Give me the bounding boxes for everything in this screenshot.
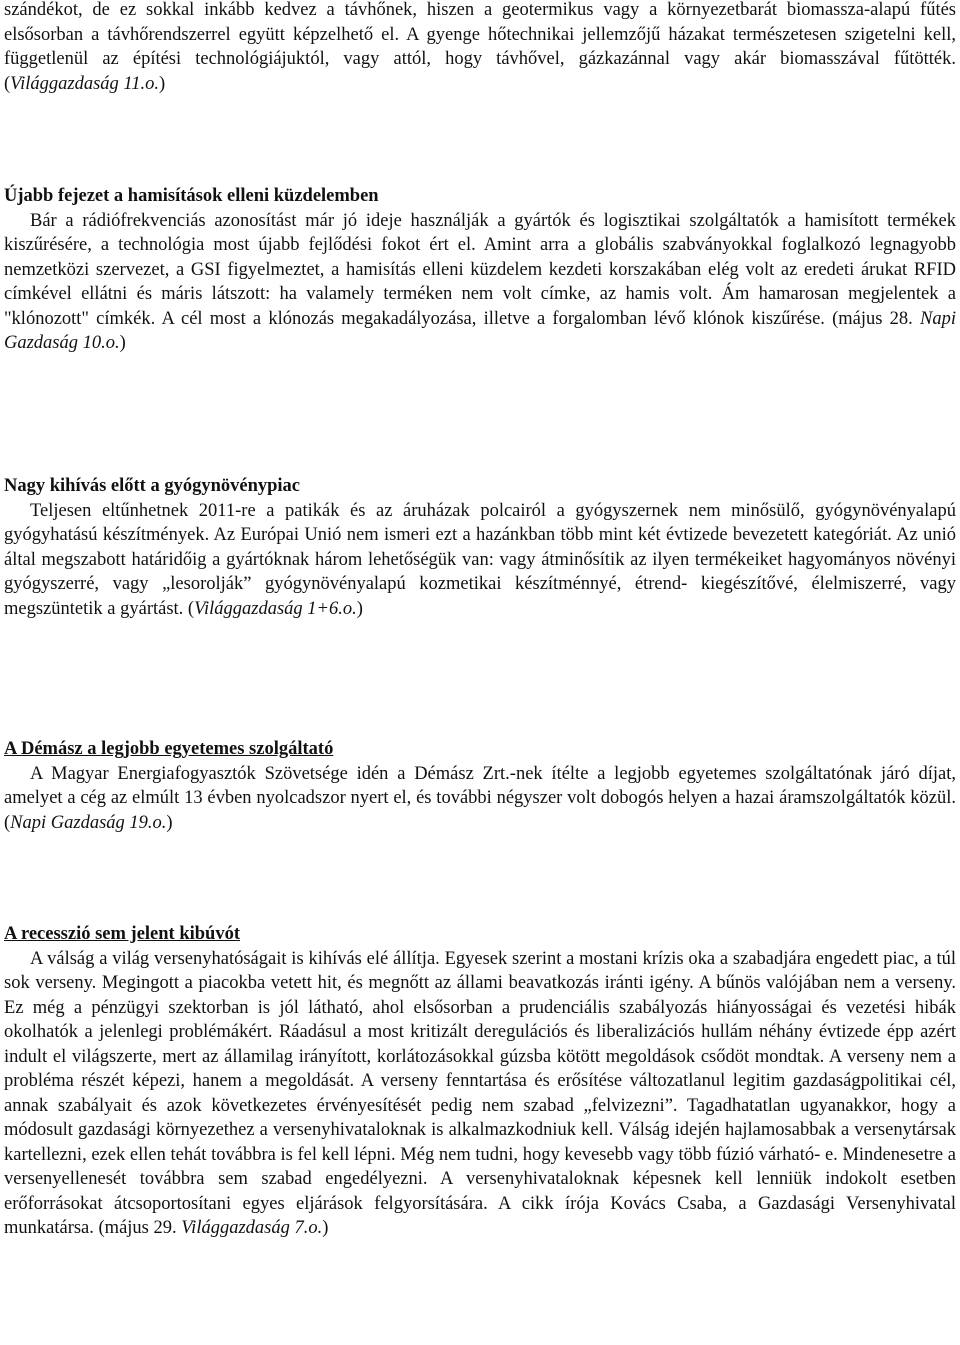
- article-title: A Démász a legjobb egyetemes szolgáltató: [4, 739, 334, 759]
- article-body-text: A Magyar Energiafogyasztók Szövetsége idén a Démász Zrt.-nek ítélte a legjobb egyetemes szolgáltatónak járó díjat, amelyet a cég az elmúlt 13 évben nyolcadszor nyert el, és további négyszer volt dobogós helyen a hazai áramszolgáltatók közül. (: [4, 763, 956, 833]
- article-title: Nagy kihívás előtt a gyógynövénypiac: [4, 476, 301, 496]
- article-body: [4, 947, 956, 1241]
- article-source: Világgazdaság 7.o.: [181, 1218, 323, 1238]
- article-title: Újabb fejezet a hamisítások elleni küzdelemben: [4, 186, 379, 206]
- article-recession: [4, 922, 956, 1241]
- intro-paragraph-block: [4, 0, 956, 96]
- article-source: Napi Gazdaság 19.o.: [10, 812, 167, 833]
- article-body: [4, 499, 956, 622]
- article-source: Világgazdaság 1+6.o.: [194, 598, 357, 619]
- article-body-text: A válság a világ versenyhatóságait is kihívás elé állítja. Egyesek szerint a mostani krízis oka a szabadjára engedett piac, a túl sok verseny. Megingott a piacokba vetett hit, és megnőtt az állami beavatkozás iránti igény. A bűnös valójában nem a verseny. Ez még a pénzügyi szektorban is jól látható, ahol elsősorban a prudenciális szabályozás hiányosságai és vezetési hibák okolhatók a jelenlegi problémákért. Ráadásul a most kritizált deregulációs és liberalizációs hullám néhány évtizede épp azért indult el világszerte, mert az államilag irányított, korlátozásokkal gúzsba kötött megoldások csődöt mondtak. A verseny nem a probléma részét képezi, hanem a megoldását. A verseny fenntartása és erősítése változatlanul legitim gazdaságpolitikai cél, annak szabályait és azok következetes érvényesítését pedig nem szabad „felvizezni”. Tagadhatatlan ugyanakkor, hogy a módosult gazdasági környezethez a versenyhivataloknak is alkalmazkodniuk kell. Válság idején hajlamosabbak a versenytársak kartellezni, ezek ellen tehát továbbra is fel kell lépni. Még nem tudni, hogy kevesebb vagy több fúzió várható- e. Mindenesetre a versenyellenesét továbbra sem szabad engedélyezni. A versenyhivataloknak képesnek kell lenniük indokolt esetben erőforrásokat átcsoportosítani egyes eljárások felgyorsítására. A cikk írója Kovács Csaba, a Gazdasági Versenyhivatal munkatársa. (május 29.: [4, 948, 956, 1238]
- article-source-close: ): [356, 598, 363, 619]
- intro-text: szándékot, de ez sokkal inkább kedvez a távhőnek, hiszen a geotermikus vagy a környezetbarát biomassza-alapú fűtés elsősorban a távhőrendszerrel együtt képzelhető el. A gyenge hőtechnikai jellemzőjű házakat természetesen szigetelni kell, függetlenül az építési technológiájuktól, vagy attól, hogy távhővel, gázkazánnal vagy akár biomasszával fűtötték. (: [4, 0, 956, 94]
- intro-source: Világgazdaság 11.o.: [10, 73, 160, 94]
- article-body: [4, 209, 956, 356]
- article-body-text: Bár a rádiófrekvenciás azonosítást már jó ideje használják a gyártók és logisztikai szolgáltatók a hamisított termékek kiszűrésére, a technológia most újabb fejlődési fokot ért el. Amint arra a globális szabványokkal foglalkozó legnagyobb nemzetközi szervezet, a GSI figyelmeztet, a hamisítás elleni küzdelem kezdeti korszakában elég volt az eredeti árukat RFID címkével ellátni és máris látszott: ha valamely terméken nem volt címke, az hamis volt. Ám hamarosan megjelentek a "klónozott" címkék. A cél most a klónozás megakadályozása, illetve a forgalomban lévő klónok kiszűrése. (május 28.: [4, 210, 956, 329]
- article-source: Napi Gazdaság 10.o.: [4, 308, 956, 353]
- article-title: A recesszió sem jelent kibúvót: [4, 924, 241, 944]
- intro-paragraph: [4, 0, 956, 96]
- intro-close: ): [159, 73, 166, 94]
- article-source-close: ): [166, 812, 173, 833]
- article-demasz: [4, 737, 956, 835]
- article-herbal-market: [4, 474, 956, 621]
- article-source-close: ): [119, 333, 126, 353]
- article-counterfeiting: [4, 184, 956, 356]
- article-body-text: Teljesen eltűnhetnek 2011-re a patikák és az áruházak polcairól a gyógyszernek nem minősülő, gyógynövényalapú gyógyhatású készítmények. Az Európai Unió nem ismeri ezt a hazánkban több mint két évtizede bevezetett kategóriát. Az unió által megszabott határidőig a gyártóknak három lehetőségük van: vagy átminősítik az ilyen termékeiket hagyományos növényi gyógyszerré, vagy „lesorolják” gyógynövényalapú kozmetikai készítménnyé, étrend- kiegészítővé, élelmiszerré, vagy megszüntetik a gyártást. (: [4, 500, 956, 619]
- article-body: [4, 762, 956, 836]
- article-source-close: ): [322, 1218, 329, 1238]
